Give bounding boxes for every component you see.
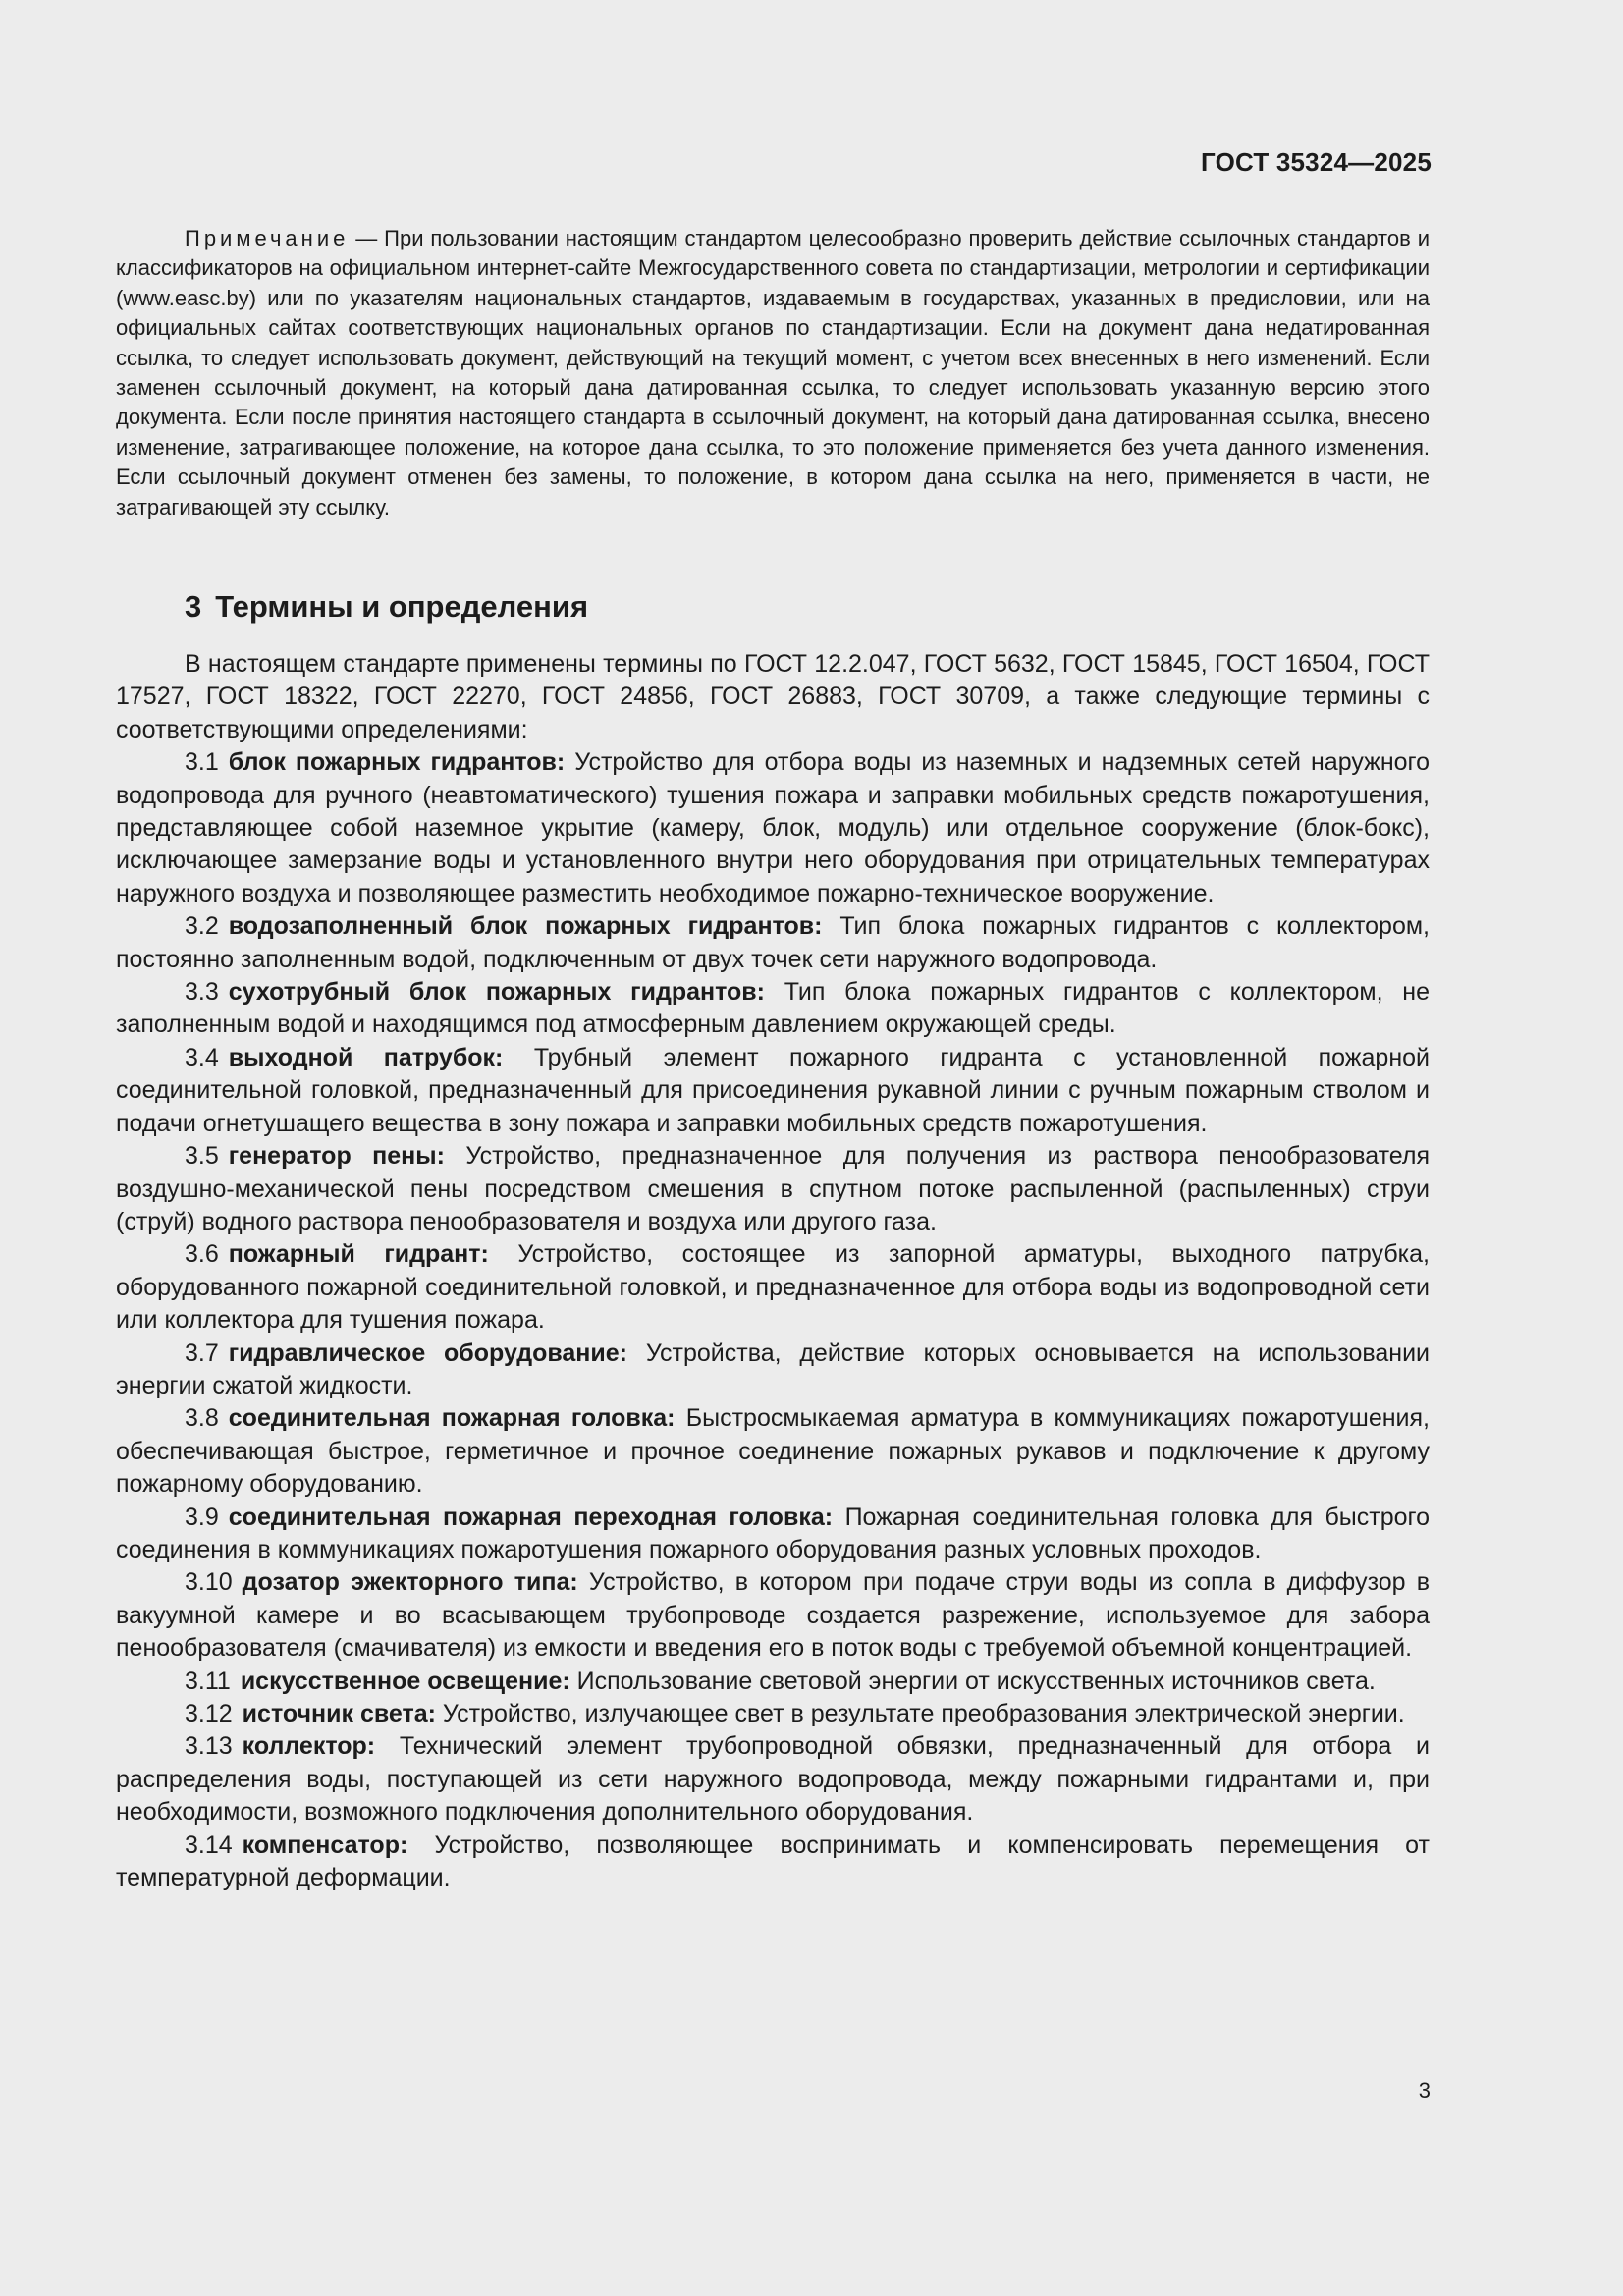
term-number: 3.10	[185, 1568, 233, 1597]
term-entry	[116, 1502, 1430, 1567]
term-entry	[116, 1042, 1430, 1140]
term-name: соединительная пожарная головка:	[228, 1404, 676, 1433]
term-number: 3.2	[185, 912, 219, 941]
term-definition: Устройство, состоящее из запорной арматуры, выходного патрубка, оборудованного пожарной соединительной головкой, и предназначенное для отбора воды из водопроводной сети или коллектора для тушения пожара.	[116, 1240, 1430, 1335]
section-body	[116, 648, 1430, 1894]
term-entry	[116, 1666, 1430, 1698]
term-number: 3.12	[185, 1700, 233, 1727]
term-name: гидравлическое оборудование:	[228, 1339, 628, 1367]
term-number: 3.5	[185, 1142, 219, 1171]
term-name: искусственное освещение:	[240, 1667, 570, 1695]
section-number: 3	[185, 589, 202, 624]
term-definition: Устройство для отбора воды из наземных и надземных сетей наружного водопровода для ручного (неавтоматического) тушения пожара и заправки мобильных средств пожаротушения, представляющее собой наземное укрытие (камеру, блок, модуль) или отдельное сооружение (блок-бокс), исключающее замерзание воды и установленного внутри него оборудования при отрицательных температурах наружного воздуха и позволяющее разместить необходимое пожарно-техническое вооружение.	[116, 748, 1431, 907]
term-definition: Трубный элемент пожарного гидранта с установленной пожарной соединительной головкой, предназначенный для присоединения рукавной линии с ручным пожарным стволом и подачи огнетушащего вещества в зону пожара и заправки мобильных средств пожаротушения.	[116, 1043, 1430, 1137]
term-number: 3.7	[185, 1339, 219, 1367]
page-number: 3	[1418, 2078, 1431, 2103]
term-name: генератор пены:	[228, 1142, 445, 1171]
term-number: 3.6	[185, 1240, 219, 1269]
term-name: пожарный гидрант:	[228, 1240, 489, 1269]
term-name: блок пожарных гидрантов:	[228, 748, 566, 777]
term-entry	[116, 1830, 1430, 1895]
term-definition: Тип блока пожарных гидрантов с коллектором, не заполненным водой и находящимся под атмосферным давлением окружающей среды.	[116, 978, 1430, 1039]
term-definition: Устройство, позволяющее воспринимать и компенсировать перемещения от температурной деформации.	[116, 1831, 1430, 1892]
section-intro: В настоящем стандарте применены термины по ГОСТ 12.2.047, ГОСТ 5632, ГОСТ 15845, ГОСТ 16504, ГОСТ 17527, ГОСТ 18322, ГОСТ 22270, ГОСТ 24856, ГОСТ 26883, ГОСТ 30709, а также следующие термины с соответствующими определениями:	[116, 650, 1430, 743]
note-label: Примечание	[185, 226, 350, 250]
note-paragraph	[116, 224, 1430, 522]
term-entry	[116, 1402, 1430, 1501]
term-definition: Устройство, излучающее свет в результате преобразования электрической энергии.	[442, 1700, 1405, 1727]
term-entry	[116, 1338, 1430, 1403]
term-number: 3.8	[185, 1404, 219, 1433]
term-definition: Тип блока пожарных гидрантов с коллектором, постоянно заполненным водой, подключенным от двух точек сети наружного водопровода.	[116, 912, 1430, 973]
note-text: — При пользовании настоящим стандартом целесообразно проверить действие ссылочных стандартов и классификаторов на официальном интернет-сайте Межгосударственного совета по стандартизации, метрологии и сертификации (www.easc.by) или по указателям национальных стандартов, издаваемым в государствах, указанных в предисловии, или на официальных сайтах соответствующих национальных органов по стандартизации. Если на документ дана недатированная ссылка, то следует использовать документ, действующий на текущий момент, с учетом всех внесенных в него изменений. Если заменен ссылочный документ, на который дана датированная ссылка, то следует использовать указанную версию этого документа. Если после принятия настоящего стандарта в ссылочный документ, на который дана датированная ссылка, внесено изменение, затрагивающее положение, на которое дана ссылка, то это положение применяется без учета данного изменения. Если ссылочный документ отменен без замены, то положение, в котором дана ссылка на него, применяется в части, не затрагивающей эту ссылку.	[116, 226, 1430, 519]
section-title: Термины и определения	[215, 589, 589, 624]
term-name: дозатор эжекторного типа:	[242, 1568, 578, 1597]
term-name: компенсатор:	[242, 1831, 408, 1859]
terms-list	[116, 746, 1430, 1894]
term-number: 3.1	[185, 748, 219, 777]
term-definition: Использование световой энергии от искусственных источников света.	[576, 1667, 1376, 1695]
document-code: ГОСТ 35324—2025	[1201, 147, 1432, 177]
term-definition: Устройства, действие которых основывается на использовании энергии сжатой жидкости.	[116, 1339, 1430, 1399]
term-name: соединительная пожарная переходная головка:	[228, 1503, 834, 1531]
term-entry	[116, 1698, 1430, 1730]
term-definition: Пожарная соединительная головка для быстрого соединения в коммуникациях пожаротушения пожарного оборудования разных условных проходов.	[116, 1503, 1430, 1563]
term-entry	[116, 1730, 1430, 1829]
term-name: выходной патрубок:	[228, 1043, 504, 1071]
term-number: 3.11	[185, 1667, 231, 1695]
term-number: 3.13	[185, 1732, 233, 1761]
term-number: 3.14	[185, 1831, 233, 1859]
term-entry	[116, 1566, 1430, 1665]
term-entry	[116, 910, 1430, 976]
term-number: 3.3	[185, 978, 219, 1007]
term-definition: Технический элемент трубопроводной обвязки, предназначенный для отбора и распределения воды, поступающей из сети наружного водопровода, между пожарными гидрантами и, при необходимости, возможного подключения дополнительного оборудования.	[116, 1732, 1430, 1827]
term-number: 3.9	[185, 1503, 219, 1531]
section-heading	[185, 589, 588, 625]
term-definition: Быстросмыкаемая арматура в коммуникациях пожаротушения, обеспечивающая быстрое, герметичное и прочное соединение пожарных рукавов и подключение к другому пожарному оборудованию.	[116, 1404, 1430, 1499]
term-entry	[116, 746, 1430, 910]
term-number: 3.4	[185, 1043, 219, 1071]
term-definition: Устройство, предназначенное для получения из раствора пенообразователя воздушно-механической пены посредством смешения в спутном потоке распыленной (распыленных) струи (струй) водного раствора пенообразователя и воздуха или другого газа.	[116, 1142, 1430, 1235]
term-name: сухотрубный блок пожарных гидрантов:	[228, 978, 765, 1007]
term-entry	[116, 976, 1430, 1042]
term-entry	[116, 1238, 1430, 1337]
term-name: источник света:	[242, 1700, 436, 1727]
term-definition: Устройство, в котором при подаче струи воды из сопла в диффузор в вакуумной камере и во всасывающем трубопроводе создается разрежение, используемое для забора пенообразователя (смачивателя) из емкости и введения его в поток воды с требуемой объемной концентрацией.	[116, 1568, 1431, 1663]
term-name: водозаполненный блок пожарных гидрантов:	[228, 912, 823, 941]
term-entry	[116, 1140, 1430, 1238]
term-name: коллектор:	[242, 1732, 376, 1761]
